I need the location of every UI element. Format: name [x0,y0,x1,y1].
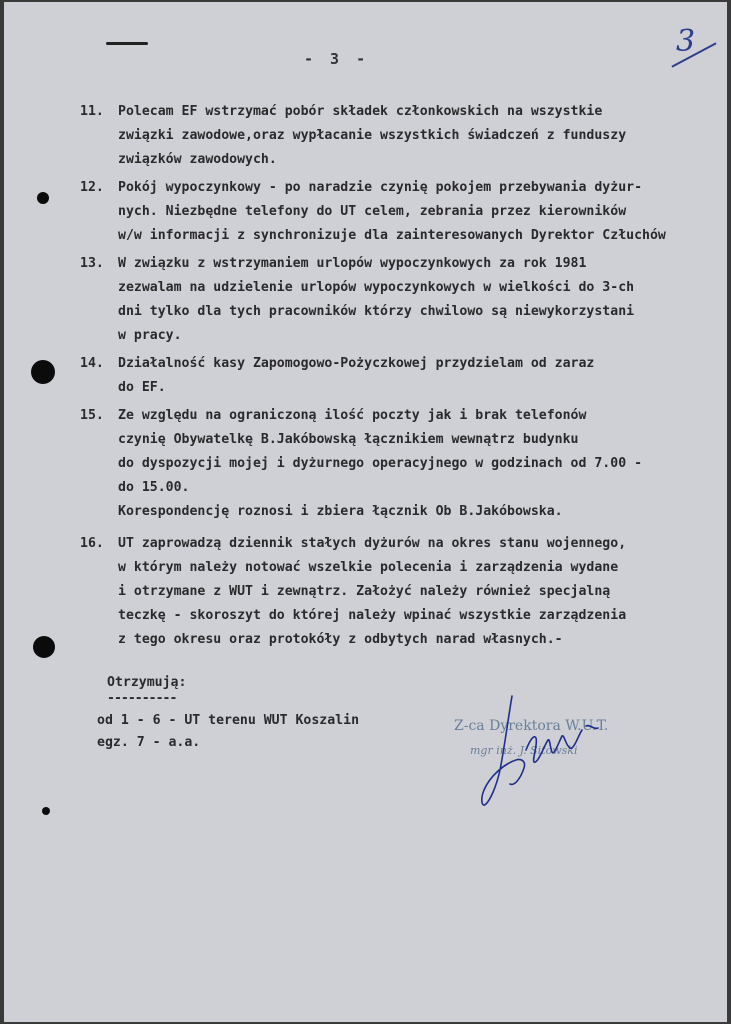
item-text: W związku z wstrzymaniem urlopów wypoczynkowych za rok 1981 zezwalam na udzielenie urlopów wypoczynkowych w wielkości do 3-ch dni tylko dla tych pracowników którzy chwilowo są niewykorzystani w pracy. [118,256,635,343]
item-number: 11. [80,104,104,119]
handwritten-signature [474,690,634,820]
item-text: Ze względu na ograniczoną ilość poczty jak i brak telefonów czynię Obywatelkę B.Jakóbowską łącznikiem wewnątrz budynku do dyspozycji mojej i dyżurnego operacyjnego w godzinach od 7.00 - do 15.00. Korespondencję roznosi i zbiera łącznik Ob B.Jakóbowska. [118,408,643,519]
directive-item-12 [80,176,720,248]
punch-hole [42,807,50,815]
recipient-line: egz. 7 - a.a. [97,735,201,750]
recipients-underline: ---------- [107,691,177,706]
item-text: Polecam EF wstrzymać pobór składek członkowskich na wszystkie związki zawodowe,oraz wypłacanie wszystkich świadczeń z funduszy związków zawodowych. [118,104,627,167]
item-number: 12. [80,180,104,195]
recipients-block [97,672,359,754]
recipient-line: od 1 - 6 - UT terenu WUT Koszalin [97,713,360,728]
pen-dash-mark [106,42,148,45]
item-number: 14. [80,356,104,371]
item-text: UT zaprowadzą dziennik stałych dyżurów na okres stanu wojennego, w którym należy notować wszelkie polecenia i zarządzenia wydane i otrzymane z WUT i zewnątrz. Założyć należy również specjalną teczkę - skoroszyt do której należy wpinać wszystkie zarządzenia z tego okresu oraz protokóły z odbytych narad własnych.- [118,536,627,647]
handwritten-page-number: 3 [676,24,696,59]
punch-hole [31,360,55,384]
page-number: - 3 - [304,50,370,68]
punch-hole [33,636,55,658]
item-number: 13. [80,256,104,271]
recipients-heading: Otrzymują: [107,675,187,690]
directive-item-11 [80,100,720,172]
directive-item-16 [80,532,720,652]
stamp-title: Z-ca Dyrektora W.U.T. [454,718,609,734]
punch-hole [37,192,49,204]
directive-list [80,100,720,656]
signature-stroke [482,696,598,805]
directive-item-15 [80,404,720,524]
stamp-name: mgr inż. J. Sitowski [470,744,578,757]
directive-item-14 [80,352,720,400]
document-page [4,2,727,1022]
item-text: Działalność kasy Zapomogowo-Pożyczkowej przydzielam od zaraz do EF. [118,356,595,395]
directive-item-13 [80,252,720,348]
item-number: 15. [80,408,104,423]
item-number: 16. [80,536,104,551]
item-text: Pokój wypoczynkowy - po naradzie czynię pokojem przebywania dyżur- nych. Niezbędne telefony do UT celem, zebrania przez kierowników w/w informacji z synchronizuje dla zainteresowanych Dyrektor Człuchów [118,180,666,243]
